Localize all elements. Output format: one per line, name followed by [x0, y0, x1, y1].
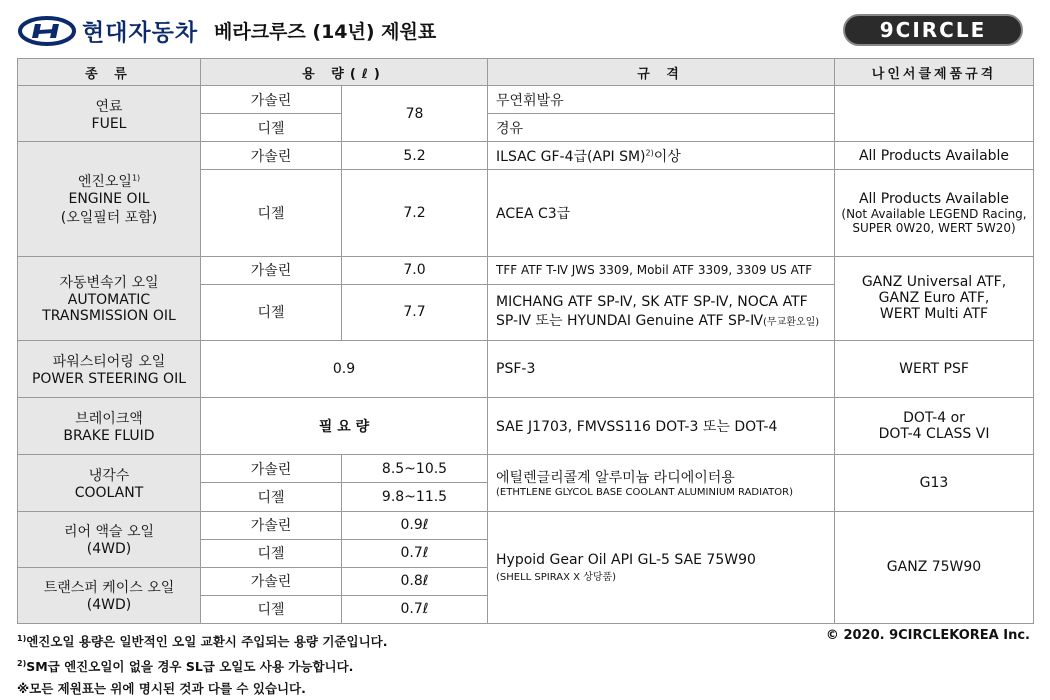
atf-product-line1: GANZ Universal ATF, — [861, 274, 1007, 291]
transfer-cap2: 0.7ℓ — [342, 595, 488, 623]
coolant-spec-ko: 에틸렌글리콜계 알루미늄 라디에이터용 — [496, 470, 735, 487]
table-header-row — [18, 59, 1034, 86]
transfer-cap1: 0.8ℓ — [342, 567, 488, 595]
engine-oil-spec2: ACEA C3급 — [488, 170, 835, 256]
atf-cap1: 7.0 — [342, 256, 488, 284]
spec-table — [17, 58, 1034, 624]
engine-oil-spec1 — [488, 142, 835, 170]
table-row — [18, 142, 1034, 170]
ps-name-cell — [18, 340, 201, 397]
fuel-spec1: 무연휘발유 — [488, 86, 835, 114]
fuel-sub1: 가솔린 — [201, 86, 342, 114]
footnote-2-text: SM급 엔진오일이 없을 경우 SL급 오일도 사용 가능합니다. — [26, 659, 354, 675]
engine-oil-product2: All Products Available — [858, 191, 1010, 208]
header-type: 종 류 — [18, 59, 201, 86]
atf-product-cell — [835, 256, 1034, 340]
rear-axle-name-cell — [18, 511, 201, 567]
fuel-spec2: 경유 — [488, 114, 835, 142]
table-row — [18, 86, 1034, 114]
fuel-sub2: 디젤 — [201, 114, 342, 142]
atf-spec2-line1: MICHANG ATF SP-Ⅳ, SK ATF SP-Ⅳ, NOCA ATF — [496, 294, 808, 311]
table-row — [18, 340, 1034, 397]
table-row — [18, 256, 1034, 284]
transfer-sub1: 가솔린 — [201, 567, 342, 595]
ps-name-en: POWER STEERING OIL — [31, 371, 187, 388]
ps-capacity: 0.9 — [201, 340, 488, 397]
atf-sub2: 디젤 — [201, 284, 342, 340]
rear-axle-sub2: 디젤 — [201, 539, 342, 567]
brake-name-ko: 브레이크액 — [75, 411, 143, 428]
rear-axle-cap1: 0.9ℓ — [342, 511, 488, 539]
footnotes — [17, 628, 387, 700]
engine-oil-sub1: 가솔린 — [201, 142, 342, 170]
footnote-1-text: 엔진오일 용량은 일반적인 오일 교환시 주입되는 용량 기준입니다. — [26, 634, 388, 650]
table-row — [18, 398, 1034, 455]
ninecircle-logo — [843, 14, 1023, 46]
gear-spec-small: (SHELL SPIRAX X 상당품) — [496, 571, 617, 583]
brake-capacity: 필 요 량 — [201, 398, 488, 455]
engine-oil-name-en: ENGINE OIL — [68, 190, 150, 207]
engine-oil-name-cell — [18, 142, 201, 256]
atf-spec2-line2: SP-Ⅳ 또는 HYUNDAI Genuine ATF SP-Ⅳ — [496, 313, 764, 330]
engine-oil-product2-cell — [835, 170, 1034, 256]
coolant-name-ko: 냉각수 — [88, 467, 130, 484]
engine-oil-cap2: 7.2 — [342, 170, 488, 256]
doc-title: 베라크루즈 (14년) 제원표 — [214, 21, 437, 43]
header — [0, 0, 1050, 58]
atf-name-en2: TRANSMISSION OIL — [42, 308, 176, 325]
coolant-spec-en: (ETHTLENE GLYCOL BASE COOLANT ALUMINIUM RADIATOR) — [496, 487, 793, 499]
engine-oil-name-sub: (오일필터 포함) — [60, 209, 158, 226]
rear-axle-name-en: (4WD) — [86, 541, 132, 558]
coolant-cap2: 9.8~11.5 — [342, 483, 488, 511]
hyundai-brand — [18, 14, 198, 47]
header-product: 나인서클제품규격 — [835, 59, 1034, 86]
hyundai-logo-icon — [18, 16, 76, 46]
atf-product-line2: GANZ Euro ATF, — [878, 290, 990, 307]
coolant-name-en: COOLANT — [74, 484, 144, 501]
copyright: © 2020. 9CIRCLEKOREA Inc. — [825, 628, 1030, 643]
engine-oil-note-mark: 1) — [131, 173, 141, 183]
fuel-name-cell — [18, 86, 201, 142]
transfer-name-ko: 트랜스퍼 케이스 오일 — [43, 580, 175, 597]
rear-axle-sub1: 가솔린 — [201, 511, 342, 539]
transfer-name-cell — [18, 567, 201, 623]
engine-oil-spec1-b: 이상 — [653, 148, 681, 165]
brake-spec: SAE J1703, FMVSS116 DOT-3 또는 DOT-4 — [488, 398, 835, 455]
atf-spec1: TFF ATF T-Ⅳ JWS 3309, Mobil ATF 3309, 3309 US ATF — [488, 256, 835, 284]
atf-sub1: 가솔린 — [201, 256, 342, 284]
ps-spec: PSF-3 — [488, 340, 835, 397]
rear-axle-name-ko: 리어 액슬 오일 — [63, 524, 155, 541]
ninecircle-logo-text: 9CIRCLE — [879, 18, 987, 42]
engine-oil-spec1-a: ILSAC GF-4급(API SM) — [496, 148, 646, 165]
engine-oil-product1: All Products Available — [835, 142, 1034, 170]
gear-spec: Hypoid Gear Oil API GL-5 SAE 75W90 — [496, 551, 756, 568]
header-spec: 규 격 — [488, 59, 835, 86]
atf-name-ko: 자동변속기 오일 — [59, 275, 159, 292]
footnote-1-mark: 1) — [17, 634, 27, 643]
gear-spec-cell — [488, 511, 835, 623]
brake-product-line1: DOT-4 or — [903, 410, 965, 427]
brake-name-cell — [18, 398, 201, 455]
coolant-sub1: 가솔린 — [201, 455, 342, 483]
ps-name-ko: 파워스티어링 오일 — [52, 354, 166, 371]
brake-name-en: BRAKE FLUID — [63, 428, 155, 445]
atf-name-en1: AUTOMATIC — [67, 292, 151, 309]
engine-oil-sub2: 디젤 — [201, 170, 342, 256]
footnote-2 — [17, 653, 387, 678]
coolant-cap1: 8.5~10.5 — [342, 455, 488, 483]
table-row — [18, 455, 1034, 483]
atf-cap2: 7.7 — [342, 284, 488, 340]
engine-oil-cap1: 5.2 — [342, 142, 488, 170]
fuel-name-en: FUEL — [91, 115, 127, 132]
footnote-2-mark: 2) — [17, 659, 27, 669]
footnote-1 — [17, 628, 387, 653]
fuel-name-ko: 연료 — [95, 98, 123, 115]
atf-product-line3: WERT Multi ATF — [879, 306, 989, 323]
rear-axle-cap2: 0.7ℓ — [342, 539, 488, 567]
coolant-name-cell — [18, 455, 201, 511]
gear-product: GANZ 75W90 — [835, 511, 1034, 623]
atf-spec2-small: (무교환오일) — [763, 317, 820, 329]
brake-product-line2: DOT-4 CLASS VI — [878, 426, 990, 443]
engine-oil-product2-note: (Not Available LEGEND Racing, SUPER 0W20, WERT 5W20) — [841, 207, 1027, 236]
engine-oil-name-ko: 엔진오일 — [77, 173, 132, 190]
fuel-capacity: 78 — [342, 86, 488, 142]
transfer-name-en: (4WD) — [86, 597, 132, 614]
ps-product: WERT PSF — [835, 340, 1034, 397]
coolant-spec-cell — [488, 455, 835, 511]
coolant-sub2: 디젤 — [201, 483, 342, 511]
transfer-sub2: 디젤 — [201, 595, 342, 623]
engine-oil-spec1-mark: 2) — [645, 148, 654, 158]
atf-name-cell — [18, 256, 201, 340]
atf-spec2-cell — [488, 284, 835, 340]
brand-name: 현대자동차 — [82, 20, 199, 46]
coolant-product: G13 — [835, 455, 1034, 511]
table-row — [18, 511, 1034, 539]
header-capacity: 용 량(ℓ) — [201, 59, 488, 86]
brake-product-cell — [835, 398, 1034, 455]
footnote-3: ※모든 제원표는 위에 명시된 것과 다를 수 있습니다. — [17, 681, 306, 697]
fuel-product — [835, 86, 1034, 142]
